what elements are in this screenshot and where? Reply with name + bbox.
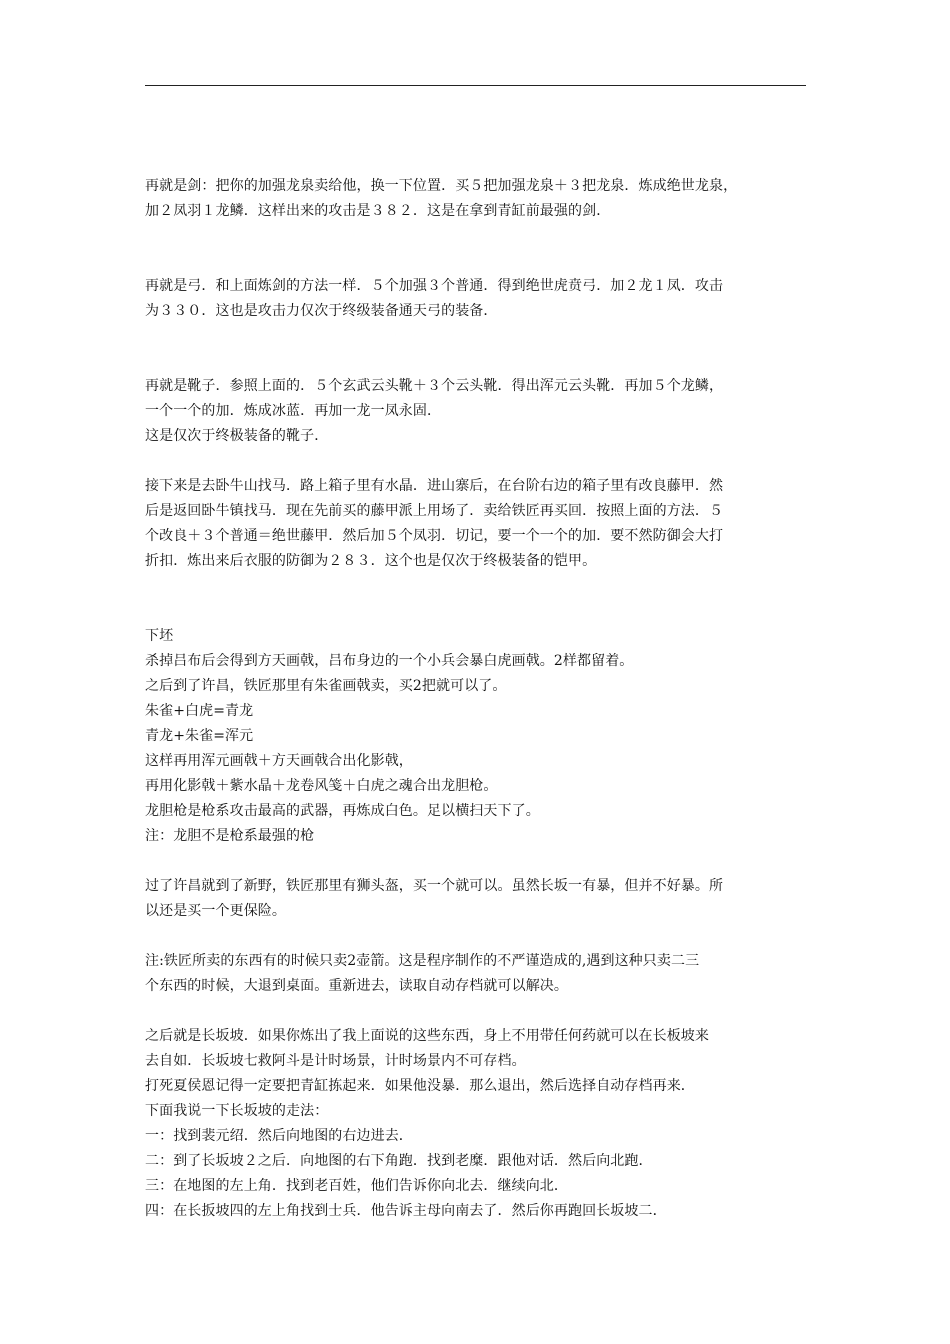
note-line: 个东西的时候，大退到桌面。重新进去，读取自动存档就可以解决。 bbox=[145, 978, 568, 994]
paragraph-line: 之后就是长坂坡．如果你炼出了我上面说的这些东西，身上不用带任何药就可以在长板坡来 bbox=[145, 1028, 709, 1044]
paragraph-line: 龙胆枪是枪系攻击最高的武器，再炼成白色。足以横扫天下了。 bbox=[145, 803, 540, 819]
paragraph-line: 以还是买一个更保险。 bbox=[145, 903, 286, 919]
paragraph-line: 一个一个的加．炼成冰蓝．再加一龙一凤永固． bbox=[145, 403, 442, 419]
paragraph-line: 去自如．长坂坡七救阿斗是计时场景，计时场景内不可存档。 bbox=[145, 1053, 526, 1069]
note-line: 注：龙胆不是枪系最强的枪 bbox=[145, 828, 315, 844]
paragraph-line: 再就是弓．和上面炼剑的方法一样．５个加强３个普通．得到绝世虎贲弓．加２龙１凤．攻击 bbox=[145, 278, 724, 294]
paragraph-line: 再用化影戟＋紫水晶＋龙卷风笺＋白虎之魂合出龙胆枪。 bbox=[145, 778, 498, 794]
paragraph-line: 过了许昌就到了新野，铁匠那里有狮头盔，买一个就可以。虽然长坂一有暴，但并不好暴。所 bbox=[145, 878, 724, 894]
paragraph-line: 打死夏侯恩记得一定要把青缸拣起来．如果他没暴．那么退出，然后选择自动存档再来． bbox=[145, 1078, 695, 1094]
paragraph-line: 折扣．炼出来后衣服的防御为２８３．这个也是仅次于终极装备的铠甲。 bbox=[145, 553, 597, 569]
note-line: 注:铁匠所卖的东西有的时候只卖2壶箭。这是程序制作的不严谨造成的,遇到这种只卖二三 bbox=[145, 953, 700, 969]
section-heading: 下坯 bbox=[145, 628, 174, 644]
paragraph-line: 后是返回卧牛镇找马．现在先前买的藤甲派上用场了．卖给铁匠再买回．按照上面的方法．５ bbox=[145, 503, 724, 519]
paragraph-line: 个改良＋３个普通＝绝世藤甲．然后加５个凤羽．切记，要一个一个的加．要不然防御会大打 bbox=[145, 528, 724, 544]
paragraph-line: 下面我说一下长坂坡的走法： bbox=[145, 1103, 329, 1119]
paragraph-line: 接下来是去卧牛山找马．路上箱子里有水晶．进山寨后，在台阶右边的箱子里有改良藤甲．然 bbox=[145, 478, 724, 494]
paragraph-line: 杀掉吕布后会得到方天画戟，吕布身边的一个小兵会暴白虎画戟。2样都留着。 bbox=[145, 653, 634, 669]
paragraph-line: 为３３０．这也是攻击力仅次于终级装备通天弓的装备． bbox=[145, 303, 498, 319]
step-line: 四：在长扳坡四的左上角找到士兵．他告诉主母向南去了．然后你再跑回长坂坡二． bbox=[145, 1203, 667, 1219]
step-line: 二：到了长坂坡２之后．向地图的右下角跑．找到老糜．跟他对话．然后向北跑． bbox=[145, 1153, 653, 1169]
paragraph-line: 再就是剑：把你的加强龙泉卖给他，换一下位置．买５把加强龙泉＋３把龙泉．炼成绝世龙泉， bbox=[145, 178, 738, 194]
paragraph-line: 加２凤羽１龙鳞．这样出来的攻击是３８２．这是在拿到青缸前最强的剑． bbox=[145, 203, 611, 219]
paragraph-line: 青龙+朱雀=浑元 bbox=[145, 728, 254, 744]
paragraph-line: 再就是靴子．参照上面的．５个玄武云头靴＋３个云头靴．得出浑元云头靴．再加５个龙鳞， bbox=[145, 378, 724, 394]
step-line: 一：找到裴元绍．然后向地图的右边进去． bbox=[145, 1128, 413, 1144]
paragraph-line: 这样再用浑元画戟＋方天画戟合出化影戟， bbox=[145, 753, 413, 769]
paragraph-line: 这是仅次于终极装备的靴子． bbox=[145, 428, 329, 444]
paragraph-line: 朱雀+白虎=青龙 bbox=[145, 703, 254, 719]
header-rule bbox=[145, 85, 806, 86]
paragraph-line: 之后到了许昌，铁匠那里有朱雀画戟卖，买2把就可以了。 bbox=[145, 678, 507, 694]
step-line: 三：在地图的左上角．找到老百姓，他们告诉你向北去．继续向北． bbox=[145, 1178, 568, 1194]
